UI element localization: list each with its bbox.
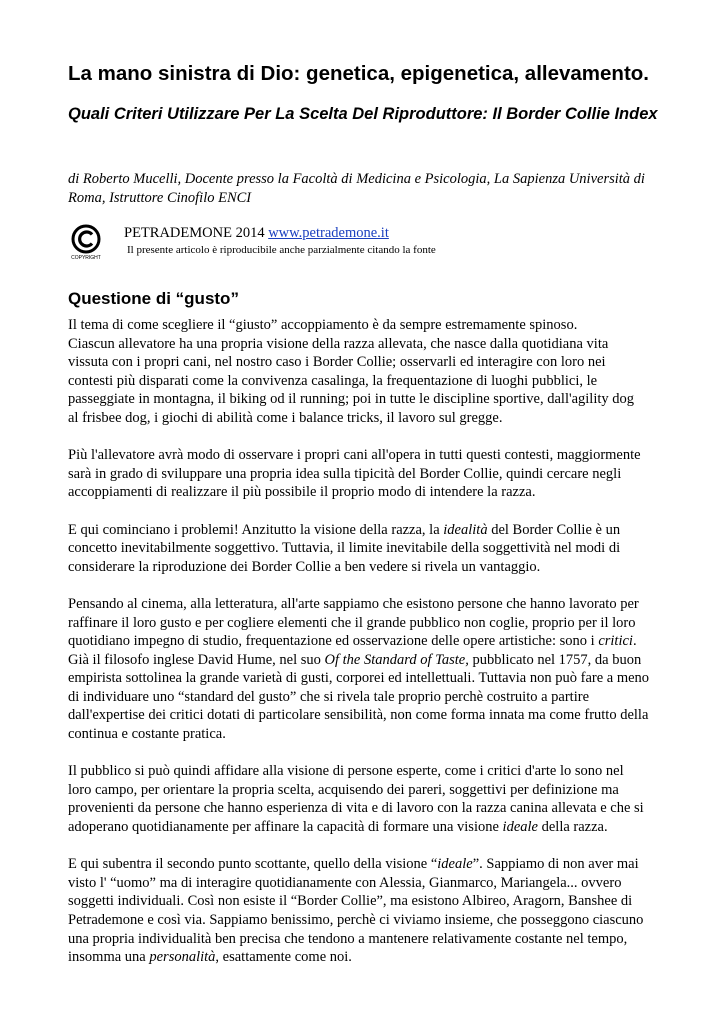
text-line: considerare la riproduzione dei Border Collie a ben vedere si rivela un vantaggio. <box>68 558 541 575</box>
paragraph-intro <box>68 316 663 335</box>
emphasis: ideale <box>502 819 538 836</box>
text-line: loro campo, per orientare la propria scelta, acquisendo dei pareri, soggettivi per definizione ma <box>68 781 619 798</box>
paragraph-5 <box>68 762 663 836</box>
paragraph-6 <box>68 855 663 967</box>
text-line: quotidiano impegno di studio, frequentazione ed osservazione delle opere artistiche: sono i critici. <box>68 633 637 650</box>
text-line: provenienti da persone che hanno esperienza di vita e di lavoro con la razza canina allevata e che si <box>68 800 644 817</box>
text-line: Il pubblico si può quindi affidare alla visione di persone esperte, come i critici d'arte lo sono nel <box>68 763 624 780</box>
emphasis: critici <box>598 633 633 650</box>
text-line: sarà in grado di sviluppare una propria idea sulla tipicità del Border Collie, quindi cercare negli <box>68 465 622 482</box>
text-line: Già il filosofo inglese David Hume, nel suo Of the Standard of Taste, pubblicato nel 1757, da buon <box>68 651 642 668</box>
text-line: continua e costante pratica. <box>68 726 226 743</box>
text-line: Pensando al cinema, alla letteratura, all'arte sappiamo che esistono persone che hanno lavorato per <box>68 595 639 612</box>
website-link[interactable]: www.petrademone.it <box>268 225 389 241</box>
copyright-line <box>124 224 389 243</box>
emphasis: idealità <box>443 521 488 538</box>
author-line: di Roberto Mucelli, Docente presso la Facoltà di Medicina e Psicologia, La Sapienza Università di Roma, Istruttore Cinofilo ENCI <box>68 171 645 206</box>
text-line: accoppiamenti di realizzare il più possibile il proprio modo di intendere la razza. <box>68 484 536 501</box>
text-line: di individuare uno “standard del gusto” che si rivela tale proprio perchè costruito a partire <box>68 688 590 705</box>
paragraph-1 <box>68 335 663 428</box>
text-line: insomma una personalità, esattamente come noi. <box>68 949 352 966</box>
copyright-icon-label: COPYRIGHT <box>71 255 101 261</box>
section-heading: Questione di “gusto” <box>68 289 239 308</box>
text-line: Il tema di come scegliere il “giusto” accoppiamento è da sempre estremamente spinoso. <box>68 317 578 333</box>
text-line: empirista sottolinea la grande varietà di gusti, corporei ed intellettuali. Tuttavia non può fare a meno <box>68 670 650 687</box>
document-subtitle: Quali Criteri Utilizzare Per La Scelta Del Riproduttore: Il Border Collie Index <box>68 105 658 123</box>
text-line: passeggiate in montagna, il biking od il running; poi in tutte le discipline sportive, dall'agility dog <box>68 391 635 408</box>
text-line: dall'expertise dei critici dotati di particolare sensibilità, non come forma innata ma come frutto della <box>68 707 649 724</box>
book-title: Of the Standard of Taste, <box>324 651 469 668</box>
copyright-icon <box>66 224 106 262</box>
emphasis: ideale <box>437 856 473 873</box>
text-line: contesti più disparati come la convivenza casalinga, la frequentazione di luoghi pubblici, le <box>68 372 598 389</box>
text-line: E qui subentra il secondo punto scottante, quello della visione “ideale”. Sappiamo di non aver mai <box>68 856 639 873</box>
text-line: soggetti individuali. Così non esiste il “Border Collie”, ma esistono Albireo, Aragorn, Banshee di <box>68 893 633 910</box>
text-line: Più l'allevatore avrà modo di osservare i propri cani all'opera in tutti questi contesti, maggiormente <box>68 447 641 464</box>
paragraph-2 <box>68 446 663 502</box>
text-line: visto l' “uomo” ma di interagire quotidianamente con Alessia, Gianmarco, Mariangela... ovvero <box>68 874 622 891</box>
text-line: Petrademone e così via. Sappiamo benissimo, perchè ci viviamo insieme, che posseggono ciascuno <box>68 912 644 928</box>
text-line: E qui cominciano i problemi! Anzitutto la visione della razza, la idealità del Border Collie è un <box>68 521 621 538</box>
document-title: La mano sinistra di Dio: genetica, epigenetica, allevamento. <box>68 62 649 85</box>
text-line: vissuta con i propri cani, nel nostro caso i Border Collie; osservarli ed interagire con loro nei <box>68 354 606 371</box>
article-body <box>68 316 663 985</box>
text-line: Ciascun allevatore ha una propria visione della razza allevata, che nasce dalla quotidiana vita <box>68 335 609 352</box>
text-line: raffinare il loro gusto e per cogliere elementi che il grande pubblico non coglie, proprio per il loro <box>68 614 636 631</box>
text-line: adoperano quotidianamente per affinare la capacità di formare una visione ideale della razza. <box>68 819 608 836</box>
text-line: al frisbee dog, i giochi di abilità come i balance tricks, il lavoro sul gregge. <box>68 409 503 426</box>
text-line: una propria individualità ben precisa che tendono a mantenere relativamente costante nel tempo, <box>68 930 628 947</box>
copyright-note: Il presente articolo è riproducibile anche parzialmente citando la fonte <box>127 244 436 256</box>
paragraph-4 <box>68 595 663 744</box>
text-line: concetto inevitabilmente soggettivo. Tuttavia, il limite inevitabile della soggettività nel modi di <box>68 540 621 557</box>
copyright-prefix: PETRADEMONE 2014 <box>124 225 269 241</box>
paragraph-3 <box>68 521 663 577</box>
emphasis: personalità <box>149 949 216 966</box>
